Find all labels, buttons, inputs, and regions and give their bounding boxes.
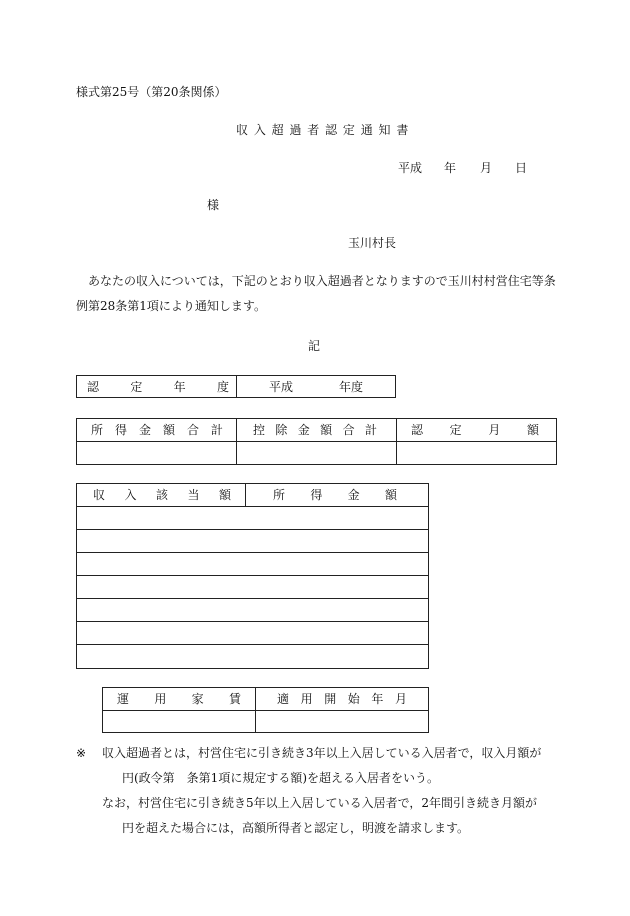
addressee-suffix: 様 [207,198,220,212]
income-breakdown-table [76,483,429,669]
certification-year-label: 認 定 年 度 [87,380,229,394]
issuer: 玉川村長 [348,236,397,250]
document-title: 収 入 超 過 者 認 定 通 知 書 [236,123,410,137]
certification-year-era: 平成 [269,380,294,394]
header-start-date: 適 用 開 始 年 月 [277,692,407,706]
date-day: 日 [515,161,528,175]
rent-table [102,687,429,733]
header-total-income: 所 得 金 額 合 計 [91,423,223,437]
header-operating-rent: 運 用 家 賃 [117,692,241,706]
date-month: 月 [480,161,493,175]
ki-label: 記 [308,339,321,353]
note-line3: なお，村営住宅に引き続き5年以上入居している入居者で，2年間引き続き月額が [102,796,538,810]
header-certified-monthly: 認 定 月 額 [411,423,539,437]
certification-year-suffix: 年度 [339,380,364,394]
date-era: 平成 [398,161,423,175]
note-mark: ※ [76,746,87,760]
note-line1: 収入超過者とは，村営住宅に引き続き3年以上入居している入居者で，収入月額が [102,746,542,760]
header-applicable-income: 収 入 該 当 額 [93,488,231,502]
form-number: 様式第25号（第20条関係） [76,85,227,99]
date-year: 年 [444,161,457,175]
body-text-line2: 例第28条第1項により通知します。 [76,299,266,313]
certification-year-table [76,375,396,398]
income-summary-table [76,418,557,465]
body-text-line1: あなたの収入については，下記のとおり収入超過者となりますので玉川村村営住宅等条 [88,274,556,288]
note-line2: 円(政令第 条第1項に規定する額)を超える入居者をいう。 [122,771,440,785]
header-income-amount: 所 得 金 額 [273,488,397,502]
note-line4: 円を超えた場合には，高額所得者と認定し，明渡を請求します。 [122,821,470,835]
header-total-deduction: 控 除 金 額 合 計 [253,423,377,437]
